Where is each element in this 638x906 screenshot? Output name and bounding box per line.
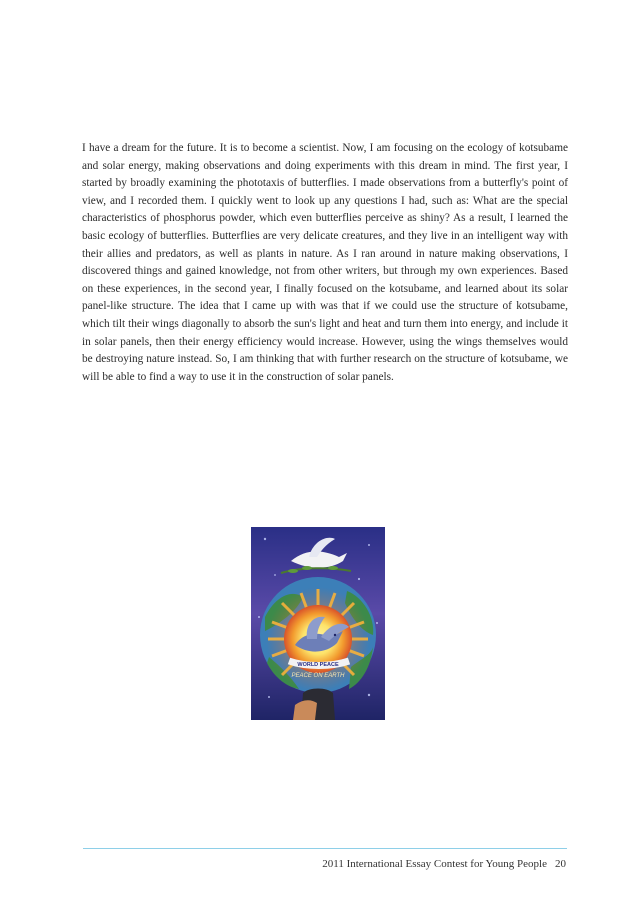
essay-paragraph: I have a dream for the future. It is to become a scientist. Now, I am focusing on the ecology of kotsubame and solar energy, making observations and doing experiments with this dream in mind. The first year, I started by broadly examining the phototaxis of butterflies. I made observations from a butterfly's point of view, and I recorded them. I quickly went to look up any questions I had, such as: What are the special characteristics of phosphorus powder, which even butterflies perceive as shiny? As a result, I learned the basic ecology of butterflies. Butterflies are very delicate creatures, and they live in an intelligent way with their allies and predators, as well as plants in nature. As I ran around in nature making observations, I discovered things and gained knowledge, not from other writers, but through my own experiences. Based on these experiences, in the second year, I finally focused on the kotsubame, and learned about its solar panel-like structure. The idea that I came up with was that if we could use the structure of kotsubame, which tilt their wings diagonally to absorb the sun's light and heat and turn them into energy, and include it in solar panels, then their energy efficiency would increase. However, using the wings themselves would be destroying nature instead. So, I am thinking that with further research on the structure of kotsubame, we will be able to find a way to use it in the construction of solar panels. bbox=[82, 142, 568, 383]
banner-text: WORLD PEACE bbox=[297, 662, 339, 668]
artwork-illustration bbox=[251, 527, 385, 720]
page-footer bbox=[322, 858, 566, 870]
peace-artwork bbox=[251, 527, 385, 720]
page-number: 20 bbox=[555, 858, 566, 870]
bottom-text: PEACE ON EARTH bbox=[291, 673, 345, 679]
footer-contest-title: 2011 International Essay Contest for Young People bbox=[322, 858, 547, 870]
footer-rule bbox=[83, 848, 567, 849]
